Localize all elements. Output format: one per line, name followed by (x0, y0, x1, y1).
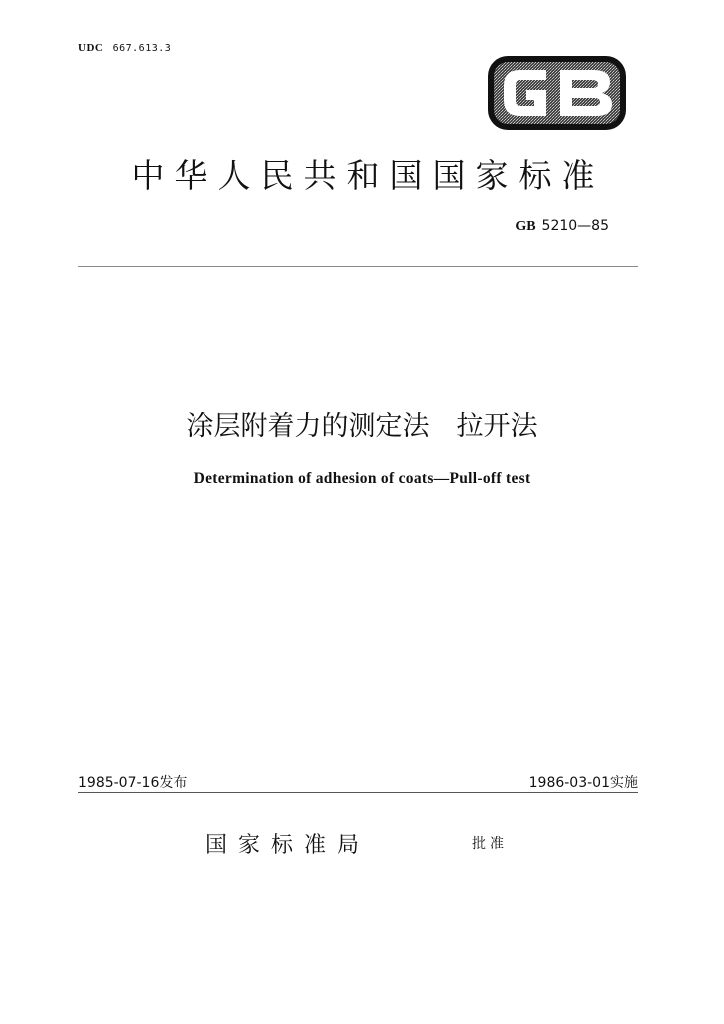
standard-code: 5210—85 (541, 218, 609, 234)
standard-prefix: GB (515, 219, 536, 234)
approval-label: 批准 (472, 836, 508, 852)
document-title-chinese: 涂层附着力的测定法 拉开法 (186, 411, 538, 442)
effective-date: 1986-03-01实施 (528, 775, 638, 791)
gb-logo (486, 54, 628, 132)
issue-date: 1985-07-16发布 (78, 775, 188, 791)
document-title-english: Determination of adhesion of coats—Pull-off test (193, 470, 531, 487)
udc-classification (78, 42, 171, 54)
udc-code: 667.613.3 (112, 43, 172, 54)
udc-label: UDC (78, 42, 104, 54)
header-divider (78, 266, 638, 267)
footer-divider (78, 792, 638, 793)
national-standard-title: 中华人民共和国国家标准 (131, 156, 605, 195)
standard-number (515, 218, 609, 235)
issuing-authority: 国家标准局 (205, 833, 371, 858)
